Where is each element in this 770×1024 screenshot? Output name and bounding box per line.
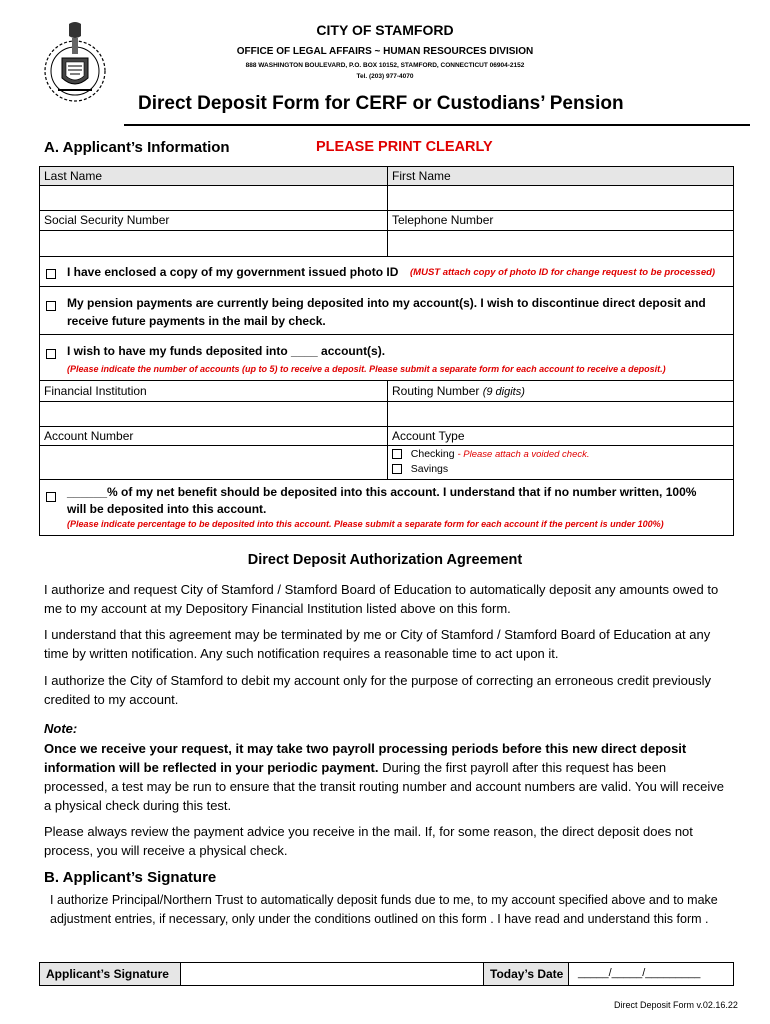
- signature-label: Applicant’s Signature: [46, 967, 169, 981]
- photo-id-note: (MUST attach copy of photo ID for change request to be processed): [410, 267, 716, 278]
- checking-note: - Please attach a voided check.: [457, 449, 590, 460]
- percent-text-2: will be deposited into this account.: [67, 502, 267, 516]
- division-name: OFFICE OF LEGAL AFFAIRS ~ HUMAN RESOURCES DIVISION: [236, 46, 534, 57]
- last-name-label: Last Name: [44, 169, 103, 183]
- phone-label: Telephone Number: [392, 213, 494, 227]
- institution-label: Financial Institution: [44, 384, 147, 398]
- telephone: Tel. (203) 977-4070: [356, 73, 414, 80]
- funds-text: I wish to have my funds deposited into ____ account(s).: [67, 344, 386, 358]
- percent-checkbox[interactable]: [46, 488, 56, 506]
- photo-id-checkbox[interactable]: [46, 265, 56, 283]
- ssn-input[interactable]: [40, 231, 387, 255]
- signature-input[interactable]: [181, 963, 483, 985]
- percent-text: ______% of my net benefit should be deposited into this account. I understand that if no number written, 100%: [67, 485, 697, 499]
- checking-option[interactable]: Checking - Please attach a voided check.: [392, 448, 590, 460]
- account-number-label: Account Number: [44, 429, 134, 443]
- note-label: Note:: [44, 721, 78, 736]
- section-b-text: I authorize Principal/Northern Trust to automatically deposit funds due to me, to my account specified above and to make adjustment entries, if necessary, only under the conditions outlined on this form . I have read and understand this form .: [50, 893, 718, 926]
- last-name-input[interactable]: [40, 186, 387, 210]
- first-name-input[interactable]: [389, 186, 733, 210]
- title-rule: [124, 124, 750, 126]
- note-rest-text: During the first payroll after this request has been processed, a test may be run to ensure that the transit routing number and account numbers are valid. You will receive a physical check during this test.: [44, 760, 724, 813]
- account-number-input[interactable]: [40, 446, 387, 479]
- first-name-label: First Name: [392, 169, 451, 183]
- account-type-label: Account Type: [392, 429, 465, 443]
- agreement-paragraph-1: I authorize and request City of Stamford / Stamford Board of Education to automatically deposit any amounts owed to me to my account at my Depository Financial Institution listed above on this form.: [44, 582, 719, 616]
- agreement-title: Direct Deposit Authorization Agreement: [247, 552, 523, 568]
- form-title: Direct Deposit Form for CERF or Custodians’ Pension: [138, 93, 624, 114]
- discontinue-checkbox[interactable]: [46, 297, 56, 315]
- agreement-paragraph-3: I authorize the City of Stamford to debit my account only for the purpose of correcting an erroneous credit previously credited to my account.: [44, 673, 711, 707]
- form-version: Direct Deposit Form v.02.16.22: [614, 1000, 738, 1010]
- date-label: Today’s Date: [490, 967, 564, 981]
- savings-checkbox[interactable]: [392, 464, 402, 474]
- note-paragraph: [44, 739, 730, 815]
- section-b-title: B. Applicant’s Signature: [44, 869, 217, 886]
- institution-input[interactable]: [40, 402, 387, 426]
- address: 888 WASHINGTON BOULEVARD, P.O. BOX 10152, STAMFORD, CONNECTICUT 06904-2152: [245, 62, 525, 69]
- funds-note: (Please indicate the number of accounts (up to 5) to receive a deposit. Please submit a separate form for each account to receive a deposit.): [67, 364, 666, 374]
- savings-option[interactable]: Savings: [392, 463, 448, 475]
- city-name: CITY OF STAMFORD: [316, 22, 454, 38]
- discontinue-text-2: receive future payments in the mail by check.: [67, 314, 326, 328]
- ssn-label: Social Security Number: [44, 213, 170, 227]
- funds-checkbox[interactable]: [46, 345, 56, 363]
- print-clearly-notice: PLEASE PRINT CLEARLY: [316, 139, 493, 155]
- discontinue-text: My pension payments are currently being deposited into my account(s). I wish to discontinue direct deposit and: [67, 296, 706, 310]
- date-input[interactable]: _____/_____/_________: [578, 967, 701, 979]
- routing-input[interactable]: [389, 402, 733, 426]
- percent-note: (Please indicate percentage to be deposited into this account. Please submit a separate form for each account if the percent is under 100%): [67, 519, 664, 529]
- agreement-paragraph-5: Please always review the payment advice you receive in the mail. If, for some reason, the direct deposit does not process, you will receive a physical check.: [44, 824, 693, 858]
- routing-hint: (9 digits): [482, 386, 525, 398]
- photo-id-text: I have enclosed a copy of my government issued photo ID: [67, 265, 399, 279]
- checking-checkbox[interactable]: [392, 449, 402, 459]
- routing-label: Routing Number (9 digits): [392, 384, 525, 398]
- phone-input[interactable]: [389, 231, 733, 255]
- agreement-paragraph-2: I understand that this agreement may be terminated by me or City of Stamford / Stamford Board of Education at any time by written notification. Any such notification requires a reasonable time to act upon it.: [44, 627, 711, 661]
- section-a-title: A. Applicant’s Information: [44, 139, 230, 156]
- note-bold-text: Once we receive your request, it may take two payroll processing periods before this new direct deposit information will be reflected in your periodic payment.: [44, 741, 687, 775]
